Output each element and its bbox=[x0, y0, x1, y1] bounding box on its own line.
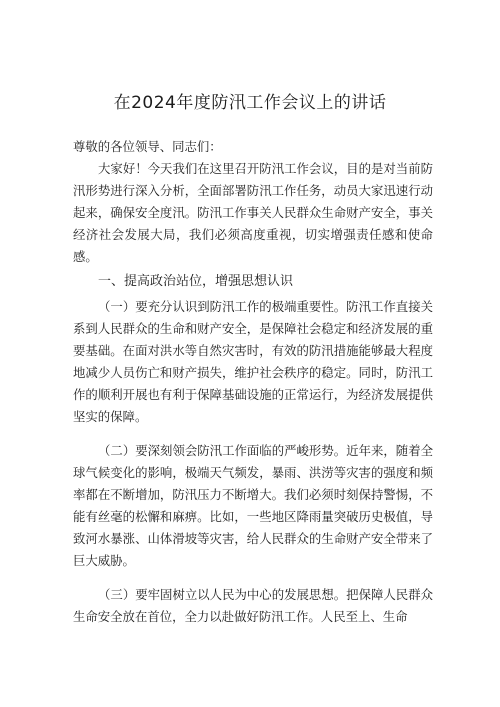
salutation: 尊敬的各位领导、同志们： bbox=[73, 139, 222, 154]
section-paragraph-1: （一）要充分认识到防汛工作的极端重要性。防汛工作直接关系到人民群众的生命和财产安全，是保障社会稳定和经济发展的重要基础。在面对洪水等自然灾害时，有效的防汛措施能够最大程度地减少人员伤亡和财产损失，维护社会秩序的稳定。同时，防汛工作的顺利开展也有利于保障基础设施的正常运行，为经济发展提供坚实的保障。 bbox=[73, 299, 433, 424]
intro-paragraph: 大家好！今天我们在这里召开防汛工作会议，目的是对当前防汛形势进行深入分析，全面部署防汛工作任务，动员大家迅速行动起来，确保安全度汛。防汛工作事关人民群众生命财产安全，事关经济社会发展大局，我们必须高度重视，切实增强责任感和使命感。 bbox=[73, 161, 433, 264]
section-heading: 一、提高政治站位，增强思想认识 bbox=[98, 274, 294, 289]
section-paragraph-3: （三）要牢固树立以人民为中心的发展思想。把保障人民群众生命安全放在首位，全力以赴做好防汛工作。人民至上、生命 bbox=[73, 587, 433, 624]
section-paragraph-2: （二）要深刻领会防汛工作面临的严峻形势。近年来，随着全球气候变化的影响，极端天气频发，暴雨、洪涝等灾害的强度和频率都在不断增加，防汛压力不断增大。我们必须时刻保持警惕，不能有丝毫的松懈和麻痹。比如，一些地区降雨量突破历史极值，导致河水暴涨、山体滑坡等灾害，给人民群众的生命财产安全带来了巨大威胁。 bbox=[73, 443, 433, 568]
document-title: 在2024年度防汛工作会议上的讲话 bbox=[113, 93, 387, 113]
